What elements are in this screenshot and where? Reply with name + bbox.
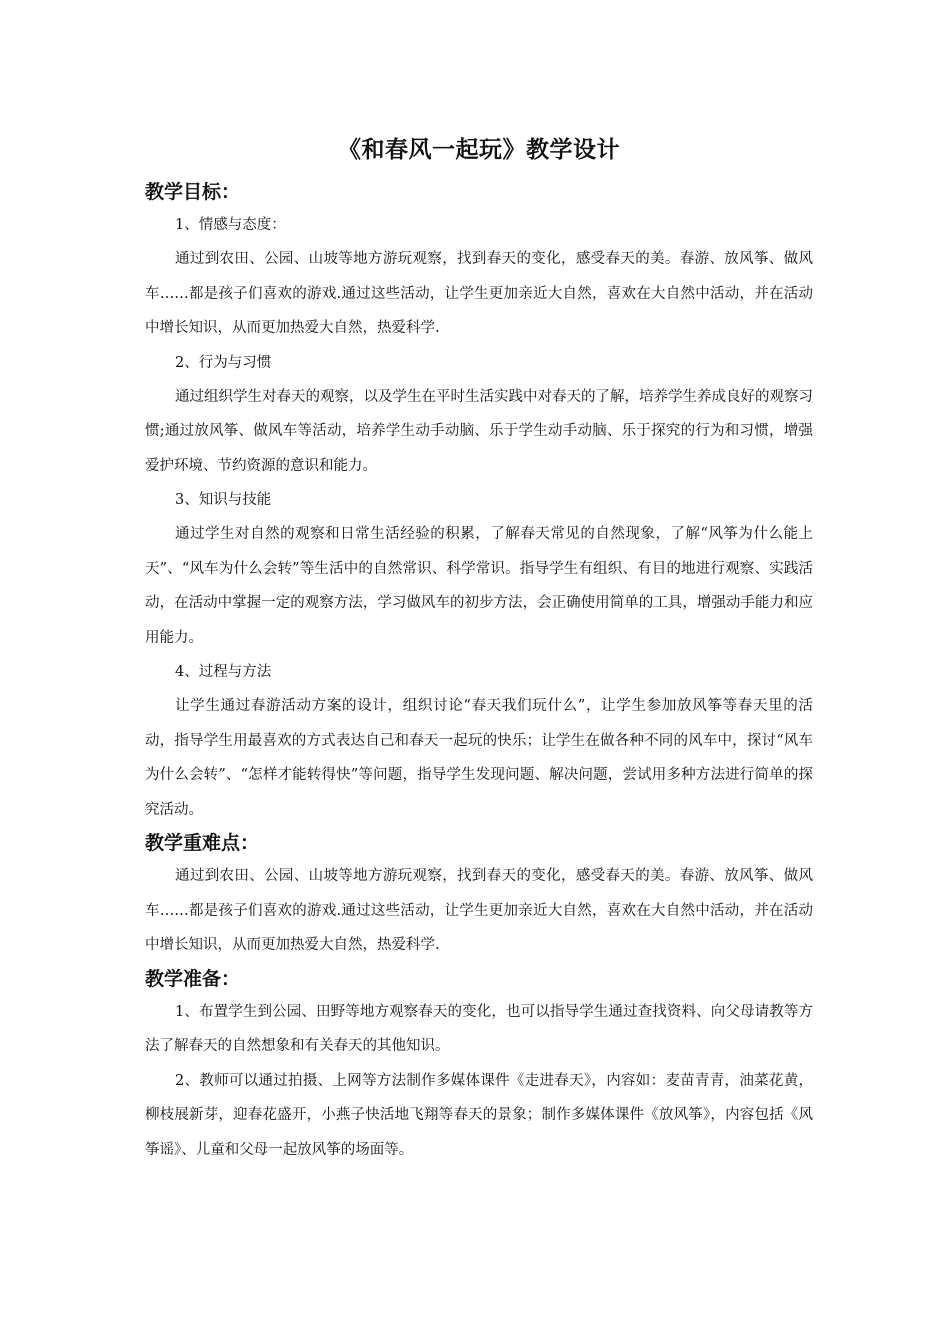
objective-2-text: 通过组织学生对春天的观察，以及学生在平时生活实践中对春天的了解，培养学生养成良好的观察习惯;通过放风筝、做风车等活动，培养学生动手动脑、乐于学生动手动脑、乐于探究的行为和习惯，增强爱护环境、节约资源的意识和能力。 bbox=[145, 388, 813, 474]
objective-4-label: 4、过程与方法 bbox=[175, 664, 272, 680]
document-title: 《和春风一起玩》教学设计 bbox=[338, 137, 620, 163]
objectives-section bbox=[145, 176, 813, 827]
preparation-section bbox=[145, 963, 813, 1168]
preparation-item-2: 2、教师可以通过拍摄、上网等方法制作多媒体课件《走进春天》，内容如：麦苗青青，油菜花黄，柳枝展新芽，迎春花盛开，小燕子快活地飞翔等春天的景象；制作多媒体课件《放风筝》，内容包括《风筝谣》、儿童和父母一起放风筝的场面等。 bbox=[145, 1072, 813, 1158]
objective-4-text: 让学生通过春游活动方案的设计，组织讨论“春天我们玩什么”，让学生参加放风筝等春天里的活动，指导学生用最喜欢的方式表达自己和春天一起玩的快乐；让学生在做各种不同的风车中，探讨“风车为什么会转”、“怎样才能转得快”等问题，指导学生发现问题、解决问题，尝试用多种方法进行简单的探究活动。 bbox=[145, 698, 813, 818]
document-page bbox=[145, 130, 813, 1167]
objective-1-text: 通过到农田、公园、山坡等地方游玩观察，找到春天的变化，感受春天的美。春游、放风筝、做风车……都是孩子们喜欢的游戏.通过这些活动，让学生更加亲近大自然，喜欢在大自然中活动，并在活动中增长知识，从而更加热爱大自然，热爱科学. bbox=[145, 251, 813, 336]
key-points-heading: 教学重难点： bbox=[145, 832, 260, 854]
preparation-heading: 教学准备： bbox=[145, 967, 241, 990]
objective-1-label: 1、情感与态度： bbox=[175, 217, 286, 233]
objective-3-text: 通过学生对自然的观察和日常生活经验的积累，了解春天常见的自然现象，了解“风筝为什么能上天”、“风车为什么会转”等生活中的自然常识、科学常识。指导学生有组织、有目的地进行观察、实践活动，在活动中掌握一定的观察方法，学习做风车的初步方法，会正确使用简单的工具，增强动手能力和应用能力。 bbox=[145, 526, 813, 646]
objectives-heading: 教学目标： bbox=[145, 181, 241, 203]
key-points-text: 通过到农田、公园、山坡等地方游玩观察，找到春天的变化，感受春天的美。春游、放风筝、做风车……都是孩子们喜欢的游戏.通过这些活动，让学生更加亲近大自然，喜欢在大自然中活动，并在活动中增长知识，从而更加热爱大自然，热爱科学. bbox=[145, 868, 813, 953]
objective-3-label: 3、知识与技能 bbox=[175, 492, 272, 508]
key-points-section bbox=[145, 827, 813, 963]
preparation-item-1: 1、布置学生到公园、田野等地方观察春天的变化，也可以指导学生通过查找资料、向父母请教等方法了解春天的自然想象和有关春天的其他知识。 bbox=[145, 1003, 813, 1054]
objective-2-label: 2、行为与习惯 bbox=[175, 354, 272, 371]
